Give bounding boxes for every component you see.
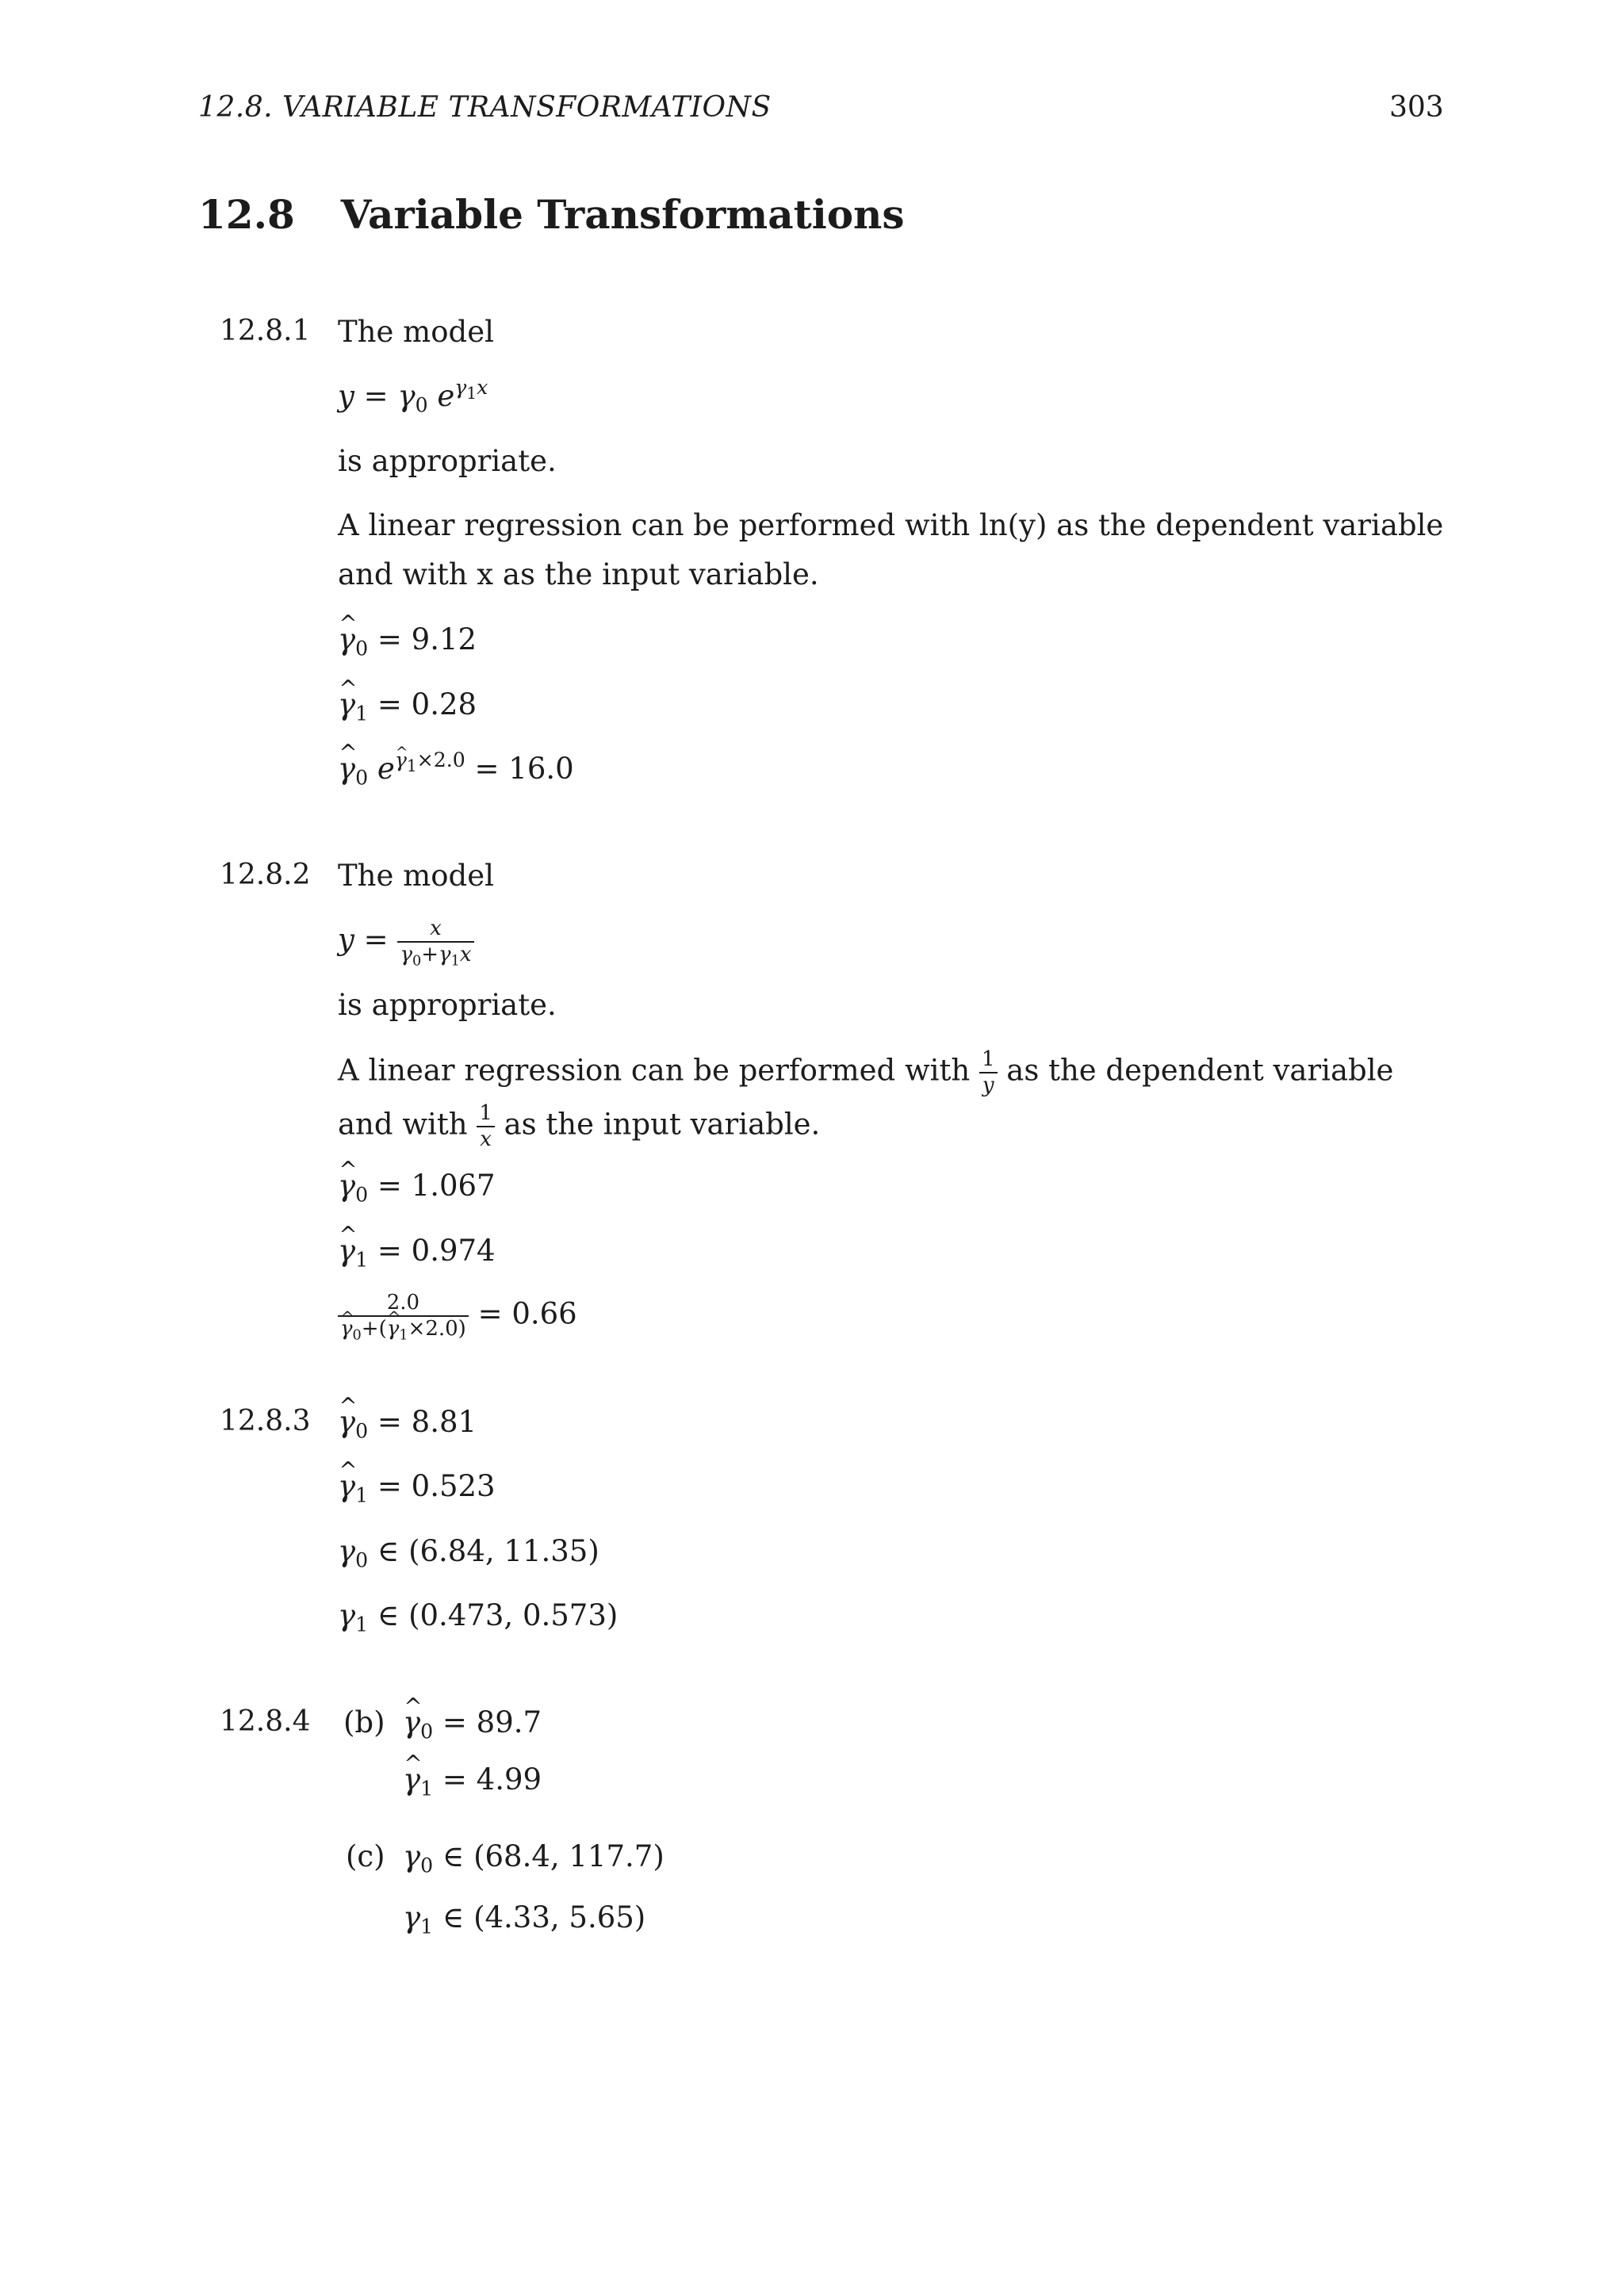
ex3-gamma1-interval: $\gamma_1$ ∈ (0.473, 0.573) xyxy=(338,1598,619,1636)
exercise-number-1: 12.8.1 xyxy=(220,315,311,347)
ex2-line1-b: as the dependent variable xyxy=(1006,1053,1394,1088)
ex1-g0-value: 9.12 xyxy=(411,622,477,656)
ex2-prediction: 2.0 ^ $\gamma_0+(\^{}$ $\gamma_1\times 2.0$) = 0.66 xyxy=(338,1291,577,1341)
ex1-g1-value: 0.28 xyxy=(411,687,477,721)
ex2-recip-x: $\frac{1}{x}$ xyxy=(477,1101,495,1152)
ex4-c-g0-ci: (68.4, 117.7) xyxy=(473,1839,665,1873)
ex2-model-fraction: $\frac{x}{\gamma_0+\gamma_1x}$ xyxy=(397,916,473,967)
ex3-gamma0-estimate: ^ $\gamma_0 = 8.81$ xyxy=(338,1407,477,1437)
exercise-number-2: 12.8.2 xyxy=(220,859,311,891)
ex2-pred-den-tail: ×2.0) xyxy=(408,1317,466,1341)
ex3-g1-ci: (0.473, 0.573) xyxy=(408,1598,619,1632)
ex2-appropriate: is appropriate. xyxy=(338,988,557,1022)
ex4-c-gamma1-interval: $\gamma_1$ ∈ (4.33, 5.65) xyxy=(403,1900,646,1938)
ex1-appropriate: is appropriate. xyxy=(338,444,557,478)
ex2-gamma0-estimate: ^ $\gamma_0 = 1.067$ xyxy=(338,1171,496,1200)
section-heading xyxy=(198,191,905,238)
ex2-gamma1-estimate: ^ $\gamma_1 = 0.974$ xyxy=(338,1236,496,1265)
ex1-gamma1-estimate: ^ $\gamma_1 = 0.28$ xyxy=(338,690,477,719)
running-head: 12.8. VARIABLE TRANSFORMATIONS xyxy=(198,91,772,124)
ex4-b-gamma1-estimate: ^ $\gamma_1 = 4.99$ xyxy=(403,1765,542,1794)
ex1-prediction: ^ $\gamma_0$ $e^{\gamma_1\times 2.0} = 16.0$ xyxy=(338,754,574,783)
ex3-g0-ci: (6.84, 11.35) xyxy=(408,1534,599,1568)
ex4-c-g1-ci: (4.33, 5.65) xyxy=(473,1900,646,1934)
ex4-b-g0-value: 89.7 xyxy=(476,1705,542,1739)
ex4-b-g1-value: 4.99 xyxy=(476,1762,542,1797)
exercise-number-3: 12.8.3 xyxy=(220,1405,311,1437)
exercise-number-4: 12.8.4 xyxy=(220,1705,311,1738)
section-number: 12.8 xyxy=(198,191,295,238)
ex2-pred-fraction: 2.0 ^ $\gamma_0+(\^{}$ $\gamma_1\times 2.0$) xyxy=(338,1291,469,1341)
ex2-line1 xyxy=(338,1047,1393,1098)
ex1-line2: and with x as the input variable. xyxy=(338,557,819,591)
section-title: Variable Transformations xyxy=(340,191,905,238)
ex3-g1-value: 0.523 xyxy=(411,1469,496,1503)
ex1-gamma0-estimate: ^ $\gamma_0 = 9.12$ xyxy=(338,625,477,654)
ex2-line2 xyxy=(338,1101,820,1152)
ex1-pred-value: 16.0 xyxy=(508,752,574,786)
ex2-line2-a: and with xyxy=(338,1107,468,1142)
ex2-pred-num: 2.0 xyxy=(386,1291,420,1314)
ex4-c-gamma0-interval: $\gamma_0$ ∈ (68.4, 117.7) xyxy=(403,1839,665,1877)
ex1-pred-exp: ×2.0 xyxy=(416,748,465,771)
ex2-intro: The model xyxy=(338,859,494,893)
ex3-gamma0-interval: $\gamma_0$ ∈ (6.84, 11.35) xyxy=(338,1534,599,1572)
ex4-part-b-label: (b) xyxy=(343,1705,385,1739)
ex3-g0-value: 8.81 xyxy=(411,1405,477,1439)
ex2-g1-value: 0.974 xyxy=(411,1234,496,1268)
page-number: 303 xyxy=(1389,91,1444,124)
ex2-model-equation: y = $\frac{x}{\gamma_0+\gamma_1x}$ xyxy=(338,916,474,967)
ex4-b-gamma0-estimate: ^ $\gamma_0 = 89.7$ xyxy=(403,1708,542,1737)
ex1-line1: A linear regression can be performed with ln(y) as the dependent variable xyxy=(338,508,1444,542)
ex2-pred-value: 0.66 xyxy=(511,1296,577,1331)
ex4-part-c-label: (c) xyxy=(346,1839,385,1873)
ex2-recip-y: $\frac{1}{y}$ xyxy=(979,1047,998,1098)
ex2-g0-value: 1.067 xyxy=(411,1169,496,1203)
ex2-line1-a: A linear regression can be performed with xyxy=(338,1053,971,1088)
ex3-gamma1-estimate: ^ $\gamma_1 = 0.523$ xyxy=(338,1471,496,1501)
ex2-line2-b: as the input variable. xyxy=(504,1107,821,1142)
ex1-intro: The model xyxy=(338,315,494,349)
ex1-model-equation: $y = \gamma_0$ $e^{\gamma_1x}$ xyxy=(338,375,488,417)
